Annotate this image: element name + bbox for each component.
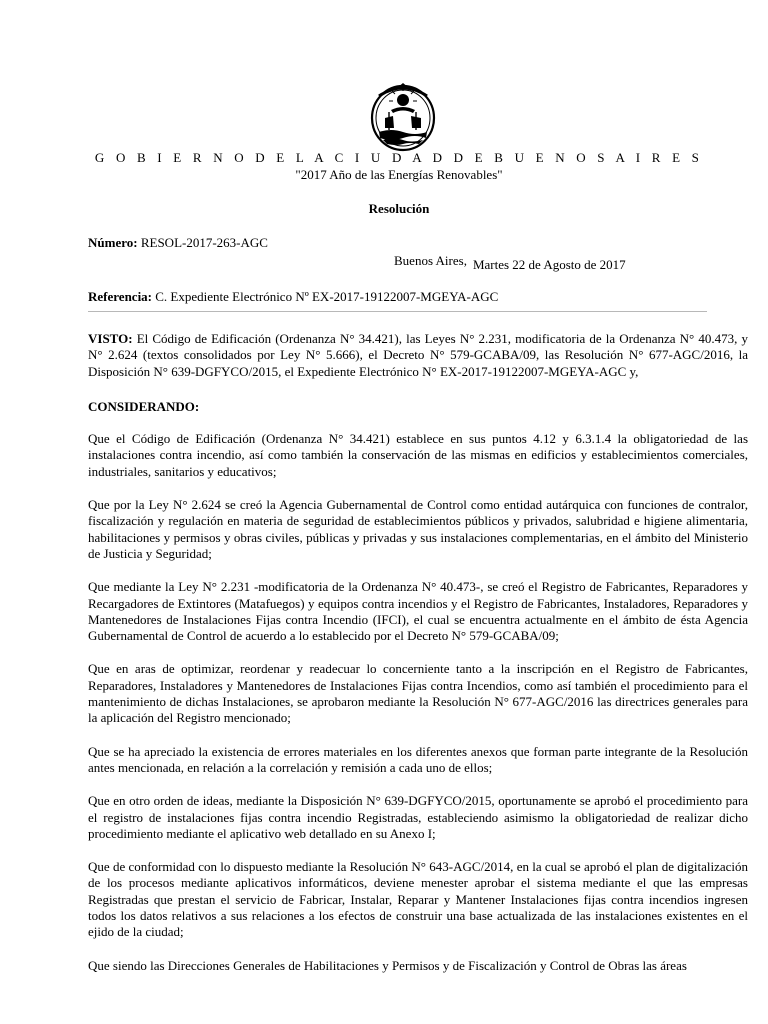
- considerando-heading: [88, 399, 748, 415]
- considerando-paragraph: Que siendo las Direcciones Generales de Habilitaciones y Permisos y de Fiscalización y Control de Obras las áreas: [88, 957, 687, 973]
- considerando-paragraph: Que mediante la Ley N° 2.231 -modificatoria de la Ordenanza N° 40.473-, se creó el Registro de Fabricantes, Reparadores y Recargadores de Extintores (Matafuegos) y equipos contra incendios y el Registro de Fabricantes, Instaladores, Reparadores y Mantenedores de Instalaciones Fijas contra Incendio (IFCI), el cual se encuentra actualmente en el ámbito de ésta Agencia Gubernamental de Control de acuerdo a lo establecido por el Decreto N° 579-GCABA/09;: [88, 579, 748, 644]
- header-divider: [88, 311, 707, 312]
- year-motto: "2017 Año de las Energías Renovables": [295, 167, 503, 182]
- considerando-paragraph: Que se ha apreciado la existencia de errores materiales en los diferentes anexos que forman parte integrante de la Resolución antes mencionada, en relación a la correlación y remisión a cada uno de ellos;: [88, 743, 748, 775]
- document-number: [88, 235, 268, 251]
- visto-label: VISTO:: [88, 331, 133, 346]
- document-type-title: Resolución: [368, 201, 430, 216]
- numero-value: RESOL-2017-263-AGC: [140, 235, 268, 250]
- considerando-paragraph: Que de conformidad con lo dispuesto mediante la Resolución N° 643-AGC/2014, en la cual se aprobó el plan de digitalización de los procesos mediante aplicativos informáticos, deviene menester aprobar el sistema mediante el que las empresas Registradas que prestan el servicio de Fabricar, Instalar, Reparar y Mantener Instalaciones fijas contra incendios ingresen todos los datos relativos a sus relaciones a los efectos de construir una base actualizada de las instalaciones existentes en el ejido de la ciudad;: [88, 859, 748, 940]
- considerando-paragraph: Que en otro orden de ideas, mediante la Disposición N° 639-DGFYCO/2015, oportunamente se aprobó el procedimiento para el registro de instalaciones fijas contra incendio Registradas, estableciendo asimismo la obligatoriedad de realizar dicho procedimiento mediante el aplicativo web detallado en su Anexo I;: [88, 793, 748, 841]
- visto-paragraph: [88, 331, 748, 380]
- referencia-value: C. Expediente Electrónico Nº EX-2017-19122007-MGEYA-AGC: [155, 289, 499, 304]
- place: Buenos Aires,: [394, 253, 467, 268]
- considerando-paragraph: Que el Código de Edificación (Ordenanza N° 34.421) establece en sus puntos 4.12 y 6.3.1.4 la obligatoriedad de las instalaciones contra incendio, así como también la conservación de las mismas en edificios y establecimientos comerciales, industriales, sanitarios y educativos;: [88, 431, 748, 479]
- place-and-date: [394, 253, 626, 272]
- city-coat-of-arms-seal-icon: [369, 82, 437, 152]
- document-body: [88, 331, 748, 991]
- numero-label: Número:: [88, 235, 138, 250]
- considerando-paragraph: Que en aras de optimizar, reordenar y readecuar lo concerniente tanto a la inscripción en el Registro de Fabricantes, Reparadores, Instaladores y Mantenedores de Instalaciones Fijas contra Incendios, como así también el procedimiento para el mantenimiento de dichas Instalaciones, se aprobaron mediante la Resolución N° 677-AGC/2016 las directrices generales para la aplicación del Registro mencionado;: [88, 661, 748, 726]
- visto-text: El Código de Edificación (Ordenanza N° 34.421), las Leyes N° 2.231, modificatoria de la Ordenanza N° 40.473, y N° 2.624 (textos consolidados por Ley N° 5.666), el Decreto N° 579-GCABA/09, las Resolución N° 677-AGC/2016, la Disposición N° 639-DGFYCO/2015, el Expediente Electrónico N° EX-2017-19122007-MGEYA-AGC y,: [88, 331, 748, 379]
- considerando-paragraph: Que por la Ley N° 2.624 se creó la Agencia Gubernamental de Control como entidad autárquica con funciones de contralor, fiscalización y regulación en materia de seguridad de establecimientos públicos y privados, salubridad e higiene alimentaria, habilitaciones y permisos y obras civiles, públicas y privadas y sus instalaciones complementarias, en el ámbito del Ministerio de Justicia y Seguridad;: [88, 497, 748, 561]
- reference: [88, 289, 498, 305]
- date: Martes 22 de Agosto de 2017: [472, 257, 626, 272]
- considerando-label: CONSIDERANDO:: [88, 398, 200, 414]
- referencia-label: Referencia:: [88, 289, 153, 304]
- government-header: G O B I E R N O D E L A C I U D A D D E B U E N O S A I R E S: [94, 150, 704, 165]
